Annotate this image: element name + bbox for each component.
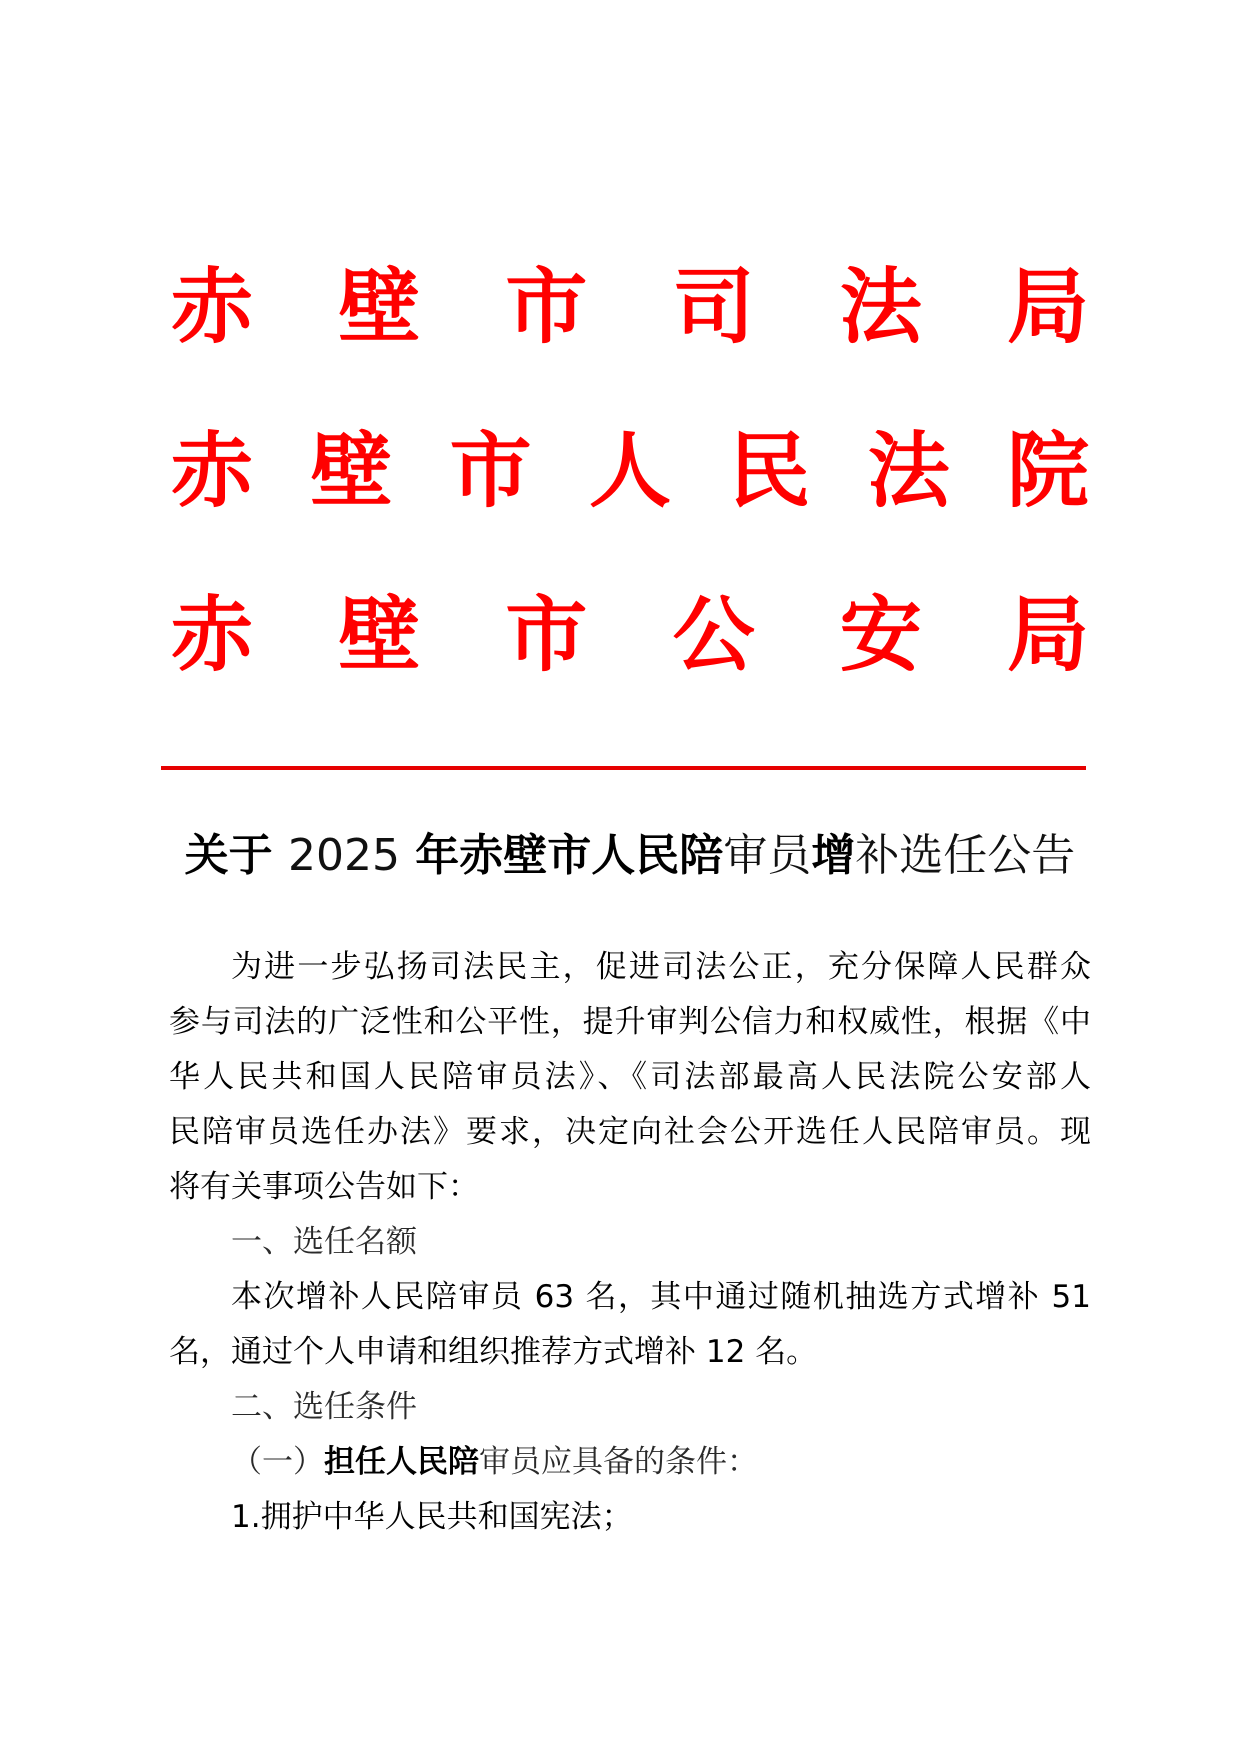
paragraph-line: 为进一步弘扬司法民主，促进司法公正，充分保障人民群众: [231, 949, 1091, 985]
paragraph-line: 华人民共和国人民陪审员法》、《司法部最高人民法院公安部人: [169, 1059, 1091, 1095]
title-part: 补选任公告: [855, 830, 1076, 881]
document-body: [169, 940, 1091, 1545]
subheading-part: 审员应具备的条件：: [479, 1444, 758, 1480]
title-part: 增: [811, 830, 856, 881]
intro-paragraph: [169, 940, 1091, 1215]
subheading-part: 担任人民陪: [324, 1444, 479, 1480]
section-heading-conditions: 二、选任条件: [231, 1389, 417, 1425]
title-part: 关于: [184, 830, 288, 881]
paragraph-line: 参与司法的广泛性和公平性，提升审判公信力和权威性，根据《中: [169, 1004, 1091, 1040]
paragraph-line: 本次增补人民陪审员 63 名，其中通过随机抽选方式增补 51: [231, 1279, 1091, 1315]
paragraph-line: 民陪审员选任办法》要求，决定向社会公开选任人民陪审员。现: [169, 1114, 1091, 1150]
title-part: 年赤壁市人民陪: [399, 830, 724, 881]
org-line-peoples-court: 赤壁市人民法院: [171, 424, 1089, 519]
document-header: [171, 226, 1089, 718]
subheading-part: （一）: [231, 1444, 324, 1480]
document-title: [180, 826, 1080, 886]
org-line-public-security-bureau: 赤壁市公安局: [171, 588, 1089, 683]
quota-paragraph: [169, 1270, 1091, 1380]
paragraph-line: 将有关事项公告如下：: [169, 1169, 479, 1205]
paragraph-line: 名，通过个人申请和组织推荐方式增补 12 名。: [169, 1334, 818, 1370]
subheading-requirements: [169, 1435, 1091, 1490]
title-part: 审员: [723, 830, 812, 881]
org-line-justice-bureau: 赤壁市司法局: [171, 260, 1089, 355]
title-part: 2025: [288, 830, 400, 881]
condition-item: 1.拥护中华人民共和国宪法；: [231, 1499, 633, 1535]
section-heading-quota: 一、选任名额: [231, 1224, 417, 1260]
red-divider: [161, 766, 1086, 770]
